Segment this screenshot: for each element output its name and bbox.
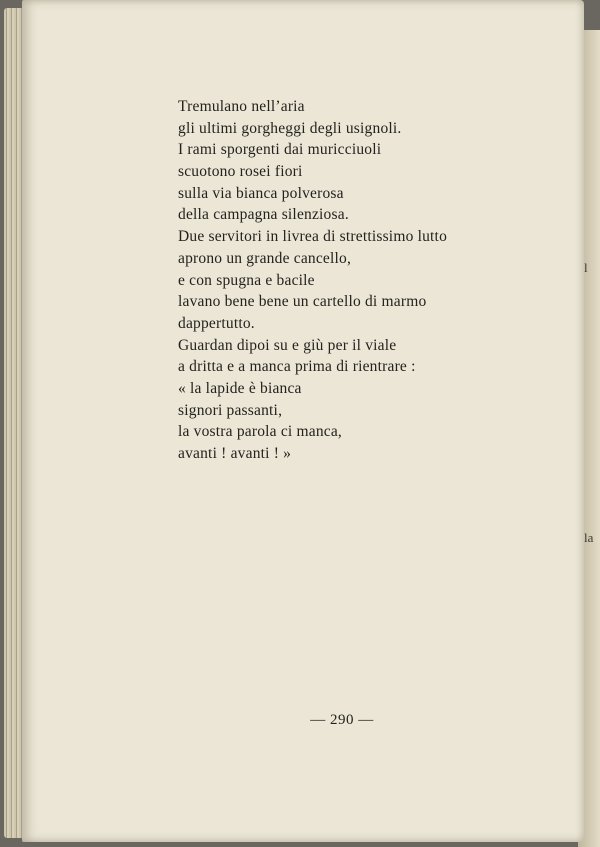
poem-line: Tremulano nell’aria [178, 98, 305, 115]
poem-line: « la lapide è bianca [178, 379, 302, 397]
poem-line: avanti ! avanti ! » [178, 445, 292, 462]
poem-line: I rami sporgenti dai muricciuoli [178, 141, 382, 159]
poem-line: e con spugna e bacile [178, 271, 315, 289]
poem-text [178, 96, 447, 465]
next-page-glyph: l [584, 260, 588, 275]
poem-line: scuotono rosei fiori [178, 163, 303, 181]
book-page [22, 0, 584, 842]
poem-line: Due servitori in livrea di strettissimo lutto [178, 228, 448, 246]
poem-line: lavano bene bene un cartello di marmo [178, 293, 427, 311]
next-page-glyph: la [584, 530, 594, 545]
poem-line: la vostra parola ci manca, [178, 423, 342, 441]
poem-line: a dritta e a manca prima di rientrare : [178, 358, 416, 376]
poem-line: signori passanti, [178, 401, 283, 419]
poem-line: della campagna silenziosa. [178, 206, 349, 224]
page-number: — 290 — [310, 712, 374, 728]
poem-line: aprono un grande cancello, [178, 249, 352, 267]
poem-line: gli ultimi gorgheggi degli usignoli. [178, 119, 402, 137]
poem-line: Guardan dipoi su e giù per il viale [178, 336, 397, 354]
poem-line: sulla via bianca polverosa [178, 184, 344, 202]
poem-line: dappertutto. [178, 314, 255, 332]
